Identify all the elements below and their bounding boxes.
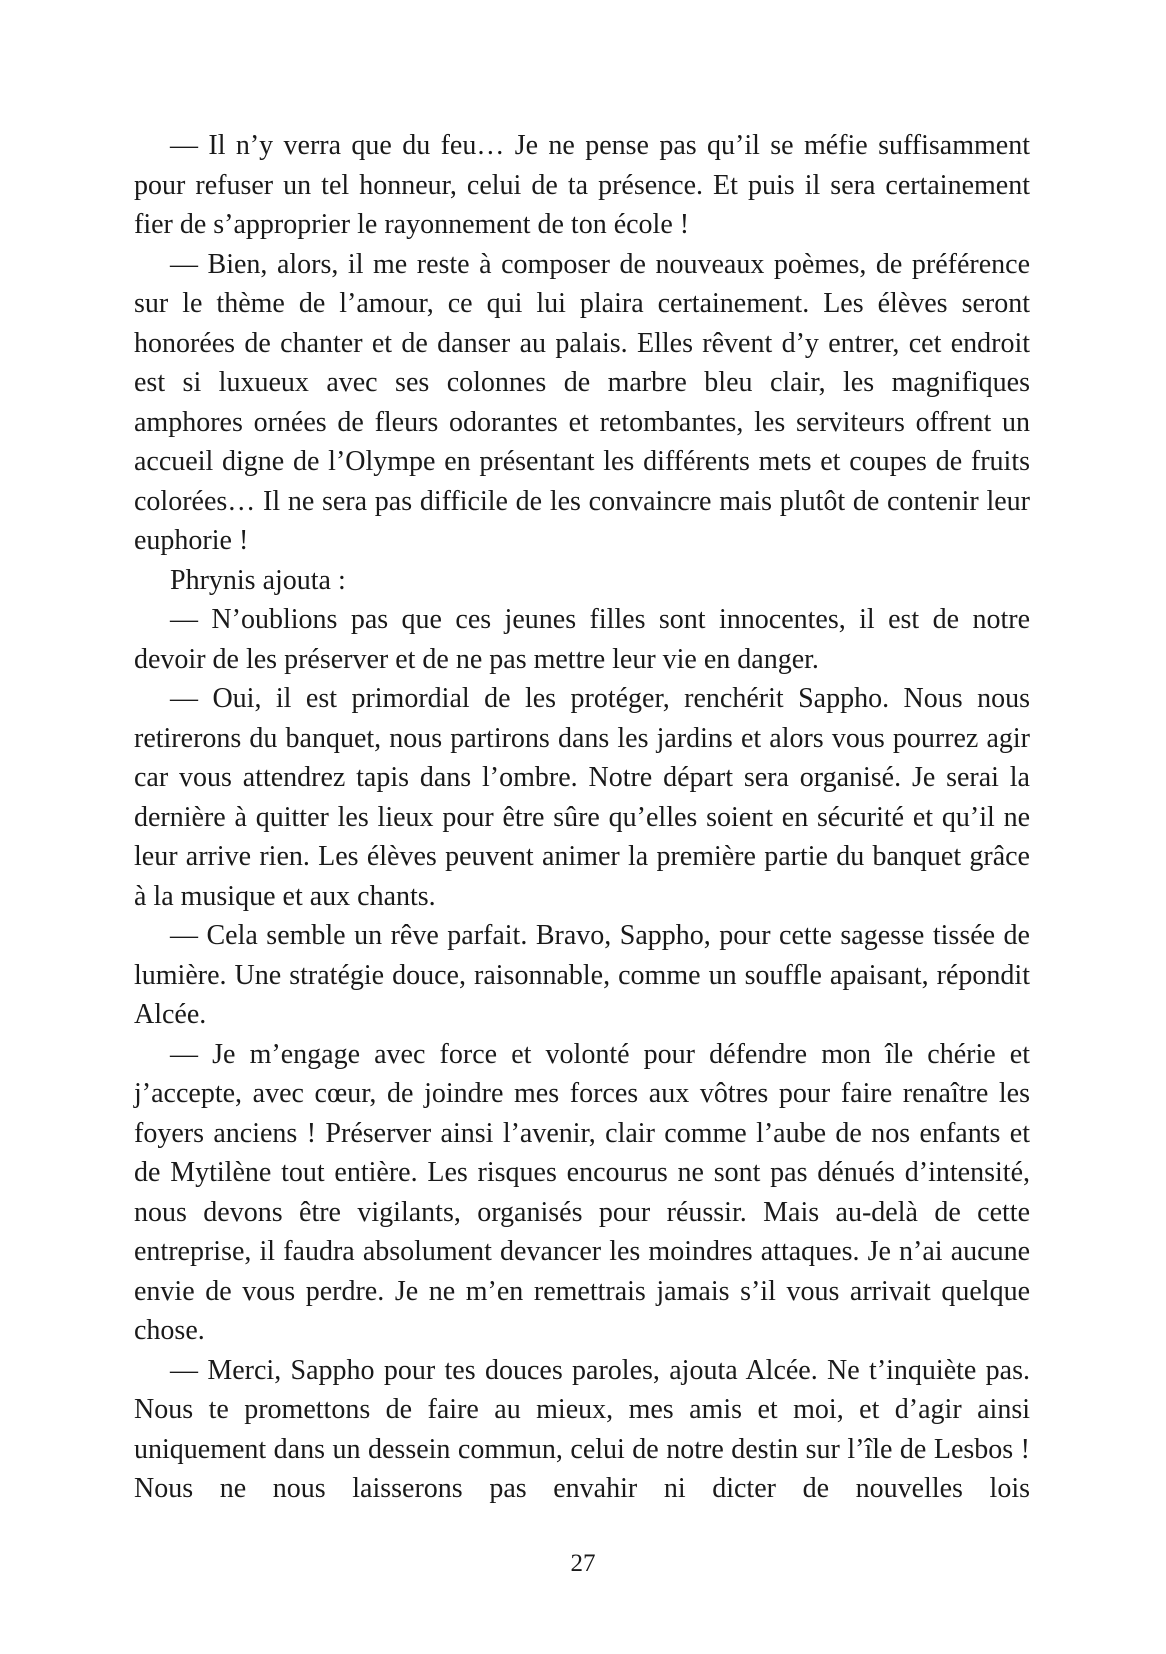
paragraph: — Je m’engage avec force et volonté pour défendre mon île chérie et j’accepte, avec cœur, de joindre mes forces aux vôtres pour faire renaître les foyers anciens ! Préserver ainsi l’avenir, clair comme l’aube de nos enfants et de Mytilène tout entière. Les risques encourus ne sont pas dénués d’intensité, nous devons être vigilants, organisés pour réussir. Mais au-delà de cette entreprise, il faudra absolument devancer les moindres attaques. Je n’ai aucune envie de vous perdre. Je ne m’en remettrais jamais s’il vous arrivait quelque chose. [134, 1038, 1030, 1346]
paragraph: — Oui, il est primordial de les protéger, renchérit Sappho. Nous nous retirerons du banquet, nous partirons dans les jardins et alors vous pourrez agir car vous attendrez tapis dans l’ombre. Notre départ sera organisé. Je serai la dernière à quitter les lieux pour être sûre qu’elles soient en sécurité et qu’il ne leur arrive rien. Les élèves peuvent animer la première partie du banquet grâce à la musique et aux chants. [134, 683, 1030, 912]
paragraph: — Cela semble un rêve parfait. Bravo, Sappho, pour cette sagesse tissée de lumière. Une stratégie douce, raisonnable, comme un souffle apaisant, répondit Alcée. [134, 920, 1030, 1030]
page-number: 27 [570, 1550, 596, 1577]
body-text [134, 126, 1030, 1509]
paragraph-continued: — Merci, Sappho pour tes douces paroles, ajouta Alcée. Ne t’inquiète pas. Nous te promettons de faire au mieux, mes amis et moi, et d’agir ainsi uniquement dans un dessein commun, celui de notre destin sur l’île de Lesbos ! Nous ne nous laisserons pas envahir ni dicter de nouvelles lois [134, 1354, 1030, 1504]
paragraph: — Il n’y verra que du feu… Je ne pense pas qu’il se méfie suffisamment pour refuser un tel honneur, celui de ta présence. Et puis il sera certainement fier de s’approprier le rayonnement de ton école ! [134, 130, 1030, 240]
paragraph: Phrynis ajouta : [170, 564, 346, 596]
paragraph: — Bien, alors, il me reste à composer de nouveaux poèmes, de préférence sur le thème de l’amour, ce qui lui plaira certainement. Les élèves seront honorées de chanter et de danser au palais. Elles rêvent d’y entrer, cet endroit est si luxueux avec ses colonnes de marbre bleu clair, les magnifiques amphores ornées de fleurs odorantes et retombantes, les serviteurs offrent un accueil digne de l’Olympe en présentant les différents mets et coupes de fruits colorées… Il ne sera pas difficile de les convaincre mais plutôt de contenir leur euphorie ! [134, 248, 1030, 556]
paragraph: — N’oublions pas que ces jeunes filles sont innocentes, il est de notre devoir de les préserver et de ne pas mettre leur vie en danger. [134, 604, 1030, 675]
